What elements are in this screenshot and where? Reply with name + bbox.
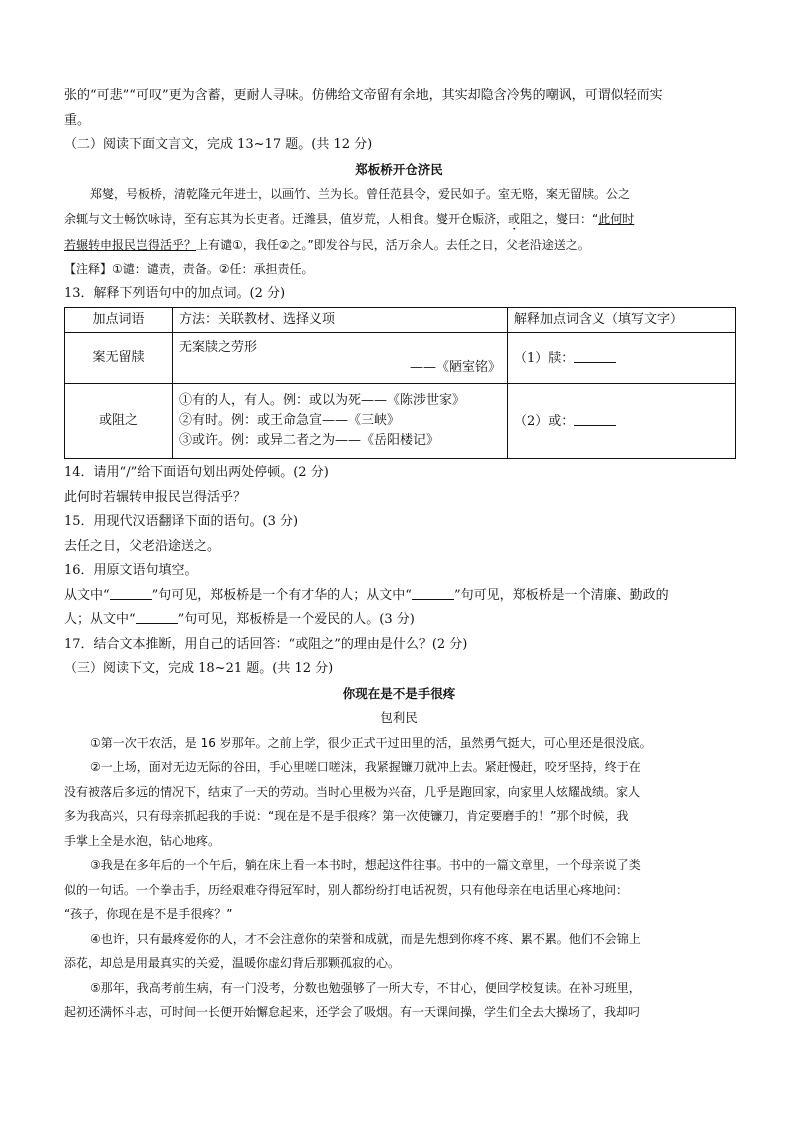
article-line: 似的一句话。一个拳击手，历经艰难夺得冠军时，别人都纷纷打电话祝贺，只有他母亲在电话里心疼地问：: [64, 882, 629, 897]
table-cell-answer: （1）牍：: [508, 333, 736, 384]
q16-line-1: 从文中“ ”句可见，郑板桥是一个有才华的人；从文中“ ”句可见，郑板桥是一个清廉、勤政的: [64, 584, 734, 609]
table-row: [65, 384, 736, 459]
article-line: “孩子，你现在是不是手很疼？”: [64, 907, 233, 921]
section2-header: （二）阅读下面文言文，完成 13~17 题。(共 12 分): [64, 137, 373, 152]
section2-title: 郑板桥开仓济民: [355, 161, 443, 177]
article-line: ③我是在多年后的一个午后，躺在床上看一本书时，想起这件往事。书中的一篇文章里，一个母亲说了类: [90, 858, 641, 872]
table-cell-word: 或阻之: [65, 384, 173, 459]
dotted-word-or: 或: [508, 211, 521, 226]
table-cell-method: 无案牍之劳形 ——《陋室铭》: [173, 333, 508, 384]
classical-text-line-2: 余辄与文士畅饮咏诗，至有忘其为长吏者。迁潍县，值岁荒，人相食。燮开仓赈济，或阻之，燮曰：“此何时: [64, 211, 635, 226]
underlined-sentence-part1: 此何时: [598, 211, 635, 226]
table-cell-word: 案无留牍: [65, 333, 173, 384]
q15-sentence: 去任之日，父老沿途送之。: [64, 538, 221, 554]
intro-line-1: 张的“可悲”“可叹”更为含蓄，更耐人寻味。仿佛给文帝留有余地，其实却隐含冷隽的嘲讽，可谓似轻而实: [64, 88, 663, 103]
question-15: 15．用现代汉语翻译下面的语句。(3 分): [64, 514, 299, 529]
section3-title: 你现在是不是手很疼: [342, 685, 456, 701]
article-line: 多为我高兴，只有母亲抓起我的手说：“现在是不是手很疼？第一次使镰刀，肯定要磨手的！”那个时候，我: [64, 809, 629, 823]
fill-blank[interactable]: [110, 585, 152, 600]
table-header-cell: 解释加点词含义（填写文字）: [508, 308, 736, 333]
answer-blank[interactable]: [574, 411, 616, 426]
author: 包利民: [380, 710, 418, 725]
annotation-note: 【注释】①谴：谴责，责备。②任：承担责任。: [64, 262, 314, 276]
answer-blank[interactable]: [574, 348, 616, 363]
article-line: 手掌上全是水泡，钻心地疼。: [64, 833, 221, 848]
underlined-sentence-part2: 若辗转申报民岂得活乎？: [64, 237, 197, 252]
document-page: [64, 84, 734, 1025]
article-line: 没有被落后多远的情况下，结束了一天的劳动。当时心里极为兴奋，几乎是跑回家，向家里人炫耀战绩。家人: [64, 784, 641, 799]
section3-header: （三）阅读下文，完成 18~21 题。(共 12 分): [64, 661, 334, 676]
q13-table: [64, 307, 736, 459]
fill-blank[interactable]: [136, 609, 178, 624]
question-13: 13．解释下列语句中的加点词。(2 分): [64, 285, 286, 301]
article-line: ⑤那年，我高考前生病，有一门没考，分数也勉强够了一所大专，不甘心，便回学校复读。在补习班里，: [90, 980, 641, 995]
article-line: ④也许，只有最疼爱你的人，才不会注意你的荣誉和成就，而是先想到你疼不疼、累不累。他们不会锦上: [90, 931, 641, 946]
table-row: [65, 333, 736, 384]
q14-sentence: 此何时若辗转申报民岂得活乎？: [64, 489, 247, 505]
question-17: 17．结合文本推断，用自己的话回答：“或阻之”的理由是什么？(2 分): [64, 636, 468, 652]
article-line: 起初还满怀斗志，可时间一长便开始懈怠起来，还学会了吸烟。有一天课间操，学生们全去大操场了，我却叼: [64, 1005, 641, 1019]
article-line: ②一上场，面对无边无际的谷田，手心里嗟口嗟沫，我紧握镰刀就冲上去。紧赶慢赶，咬牙坚持，终于在: [90, 760, 641, 774]
q16-line-2: 人；从文中“ ”句可见，郑板桥是一个爱民的人。(3 分): [64, 608, 734, 633]
table-header-cell: 方法：关联教材、选择义项: [173, 308, 508, 333]
article-line: 添花，却总是用最真实的关爱，温暖你虚幻背后那颗孤寂的心。: [64, 956, 401, 970]
table-header-cell: 加点词语: [65, 308, 173, 333]
table-cell-options: ①有的人，有人。例：或以为死——《陈涉世家》 ②有时。例：或王命急宣——《三峡》 ③或许。例：或异二者之为——《岳阳楼记》: [173, 384, 508, 459]
intro-line-2: 重。: [64, 112, 91, 128]
classical-text-line-3: 若辗转申报民岂得活乎？上有谴①，我任②之。”即发谷与民，活万余人。去任之日，父老沿途送之。: [64, 237, 590, 252]
classical-text-line-1: 郑燮，号板桥，清乾隆元年进士，以画竹、兰为长。曾任范县令，爱民如子。室无赂，案无留牍。公之: [90, 187, 631, 201]
question-14: 14．请用“/”给下面语句划出两处停顿。(2 分): [64, 465, 329, 480]
article-line: ①第一次干农活，是 16 岁那年。之前上学，很少正式干过田里的活，虽然勇气挺大，可心里还是很没底。: [90, 735, 652, 750]
fill-blank[interactable]: [412, 585, 454, 600]
table-header-row: [65, 308, 736, 333]
question-16: 16．用原文语句填空。: [64, 563, 198, 578]
table-cell-answer: （2）或：: [508, 384, 736, 459]
